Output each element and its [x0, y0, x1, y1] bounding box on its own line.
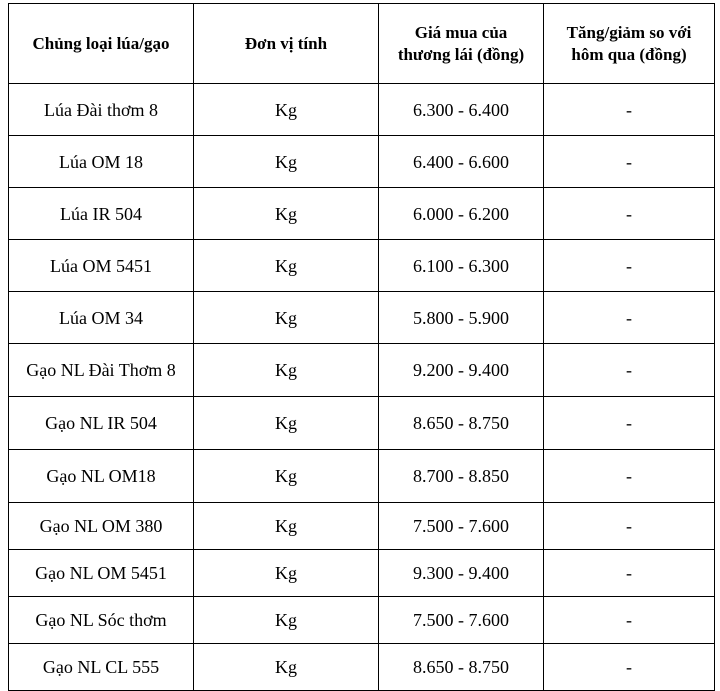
rice-price-table: [8, 3, 715, 691]
cell-unit: Kg: [194, 503, 379, 550]
cell-unit: Kg: [194, 550, 379, 597]
cell-buy-price: 7.500 - 7.600: [379, 503, 544, 550]
cell-change: -: [544, 550, 715, 597]
header-rice-type-label: Chủng loại lúa/gạo: [32, 33, 170, 53]
cell-buy-price: 6.300 - 6.400: [379, 84, 544, 136]
table-row: [9, 450, 715, 503]
cell-buy-price: 6.100 - 6.300: [379, 240, 544, 292]
cell-change: -: [544, 240, 715, 292]
cell-rice-type: Gạo NL OM 380: [9, 503, 194, 550]
cell-rice-type: Lúa Đài thơm 8: [9, 84, 194, 136]
cell-unit: Kg: [194, 292, 379, 344]
table-row: [9, 644, 715, 691]
table-header-row: [9, 4, 715, 84]
cell-unit: Kg: [194, 188, 379, 240]
table-row: [9, 292, 715, 344]
table-row: [9, 597, 715, 644]
cell-buy-price: 8.700 - 8.850: [379, 450, 544, 503]
cell-rice-type: Gạo NL CL 555: [9, 644, 194, 691]
cell-rice-type: Lúa OM 34: [9, 292, 194, 344]
table-row: [9, 84, 715, 136]
cell-rice-type: Gạo NL IR 504: [9, 397, 194, 450]
cell-rice-type: Gạo NL Đài Thơm 8: [9, 344, 194, 397]
table-row: [9, 240, 715, 292]
header-unit-label: Đơn vị tính: [244, 33, 328, 53]
table-row: [9, 397, 715, 450]
cell-unit: Kg: [194, 344, 379, 397]
cell-unit: Kg: [194, 644, 379, 691]
cell-change: -: [544, 136, 715, 188]
cell-unit: Kg: [194, 597, 379, 644]
cell-buy-price: 9.300 - 9.400: [379, 550, 544, 597]
cell-rice-type: Lúa OM 5451: [9, 240, 194, 292]
cell-change: -: [544, 397, 715, 450]
header-buy-price: [379, 4, 544, 84]
table-row: [9, 136, 715, 188]
cell-change: -: [544, 84, 715, 136]
cell-unit: Kg: [194, 397, 379, 450]
cell-buy-price: 5.800 - 5.900: [379, 292, 544, 344]
header-rice-type: [9, 4, 194, 84]
cell-buy-price: 7.500 - 7.600: [379, 597, 544, 644]
cell-unit: Kg: [194, 450, 379, 503]
cell-rice-type: Gạo NL OM18: [9, 450, 194, 503]
table-row: [9, 503, 715, 550]
table-row: [9, 188, 715, 240]
cell-unit: Kg: [194, 84, 379, 136]
cell-rice-type: Lúa OM 18: [9, 136, 194, 188]
cell-change: -: [544, 644, 715, 691]
header-change-label: Tăng/giảm so với hôm qua (đồng): [566, 22, 692, 64]
cell-unit: Kg: [194, 240, 379, 292]
cell-unit: Kg: [194, 136, 379, 188]
header-change: [544, 4, 715, 84]
header-unit: [194, 4, 379, 84]
cell-change: -: [544, 597, 715, 644]
cell-buy-price: 6.400 - 6.600: [379, 136, 544, 188]
cell-buy-price: 8.650 - 8.750: [379, 397, 544, 450]
table-row: [9, 344, 715, 397]
cell-change: -: [544, 450, 715, 503]
cell-buy-price: 6.000 - 6.200: [379, 188, 544, 240]
cell-change: -: [544, 188, 715, 240]
cell-change: -: [544, 344, 715, 397]
table-row: [9, 550, 715, 597]
cell-change: -: [544, 503, 715, 550]
header-buy-price-label: Giá mua của thương lái (đồng): [397, 22, 525, 64]
cell-change: -: [544, 292, 715, 344]
cell-rice-type: Gạo NL OM 5451: [9, 550, 194, 597]
cell-rice-type: Gạo NL Sóc thơm: [9, 597, 194, 644]
cell-rice-type: Lúa IR 504: [9, 188, 194, 240]
cell-buy-price: 9.200 - 9.400: [379, 344, 544, 397]
cell-buy-price: 8.650 - 8.750: [379, 644, 544, 691]
